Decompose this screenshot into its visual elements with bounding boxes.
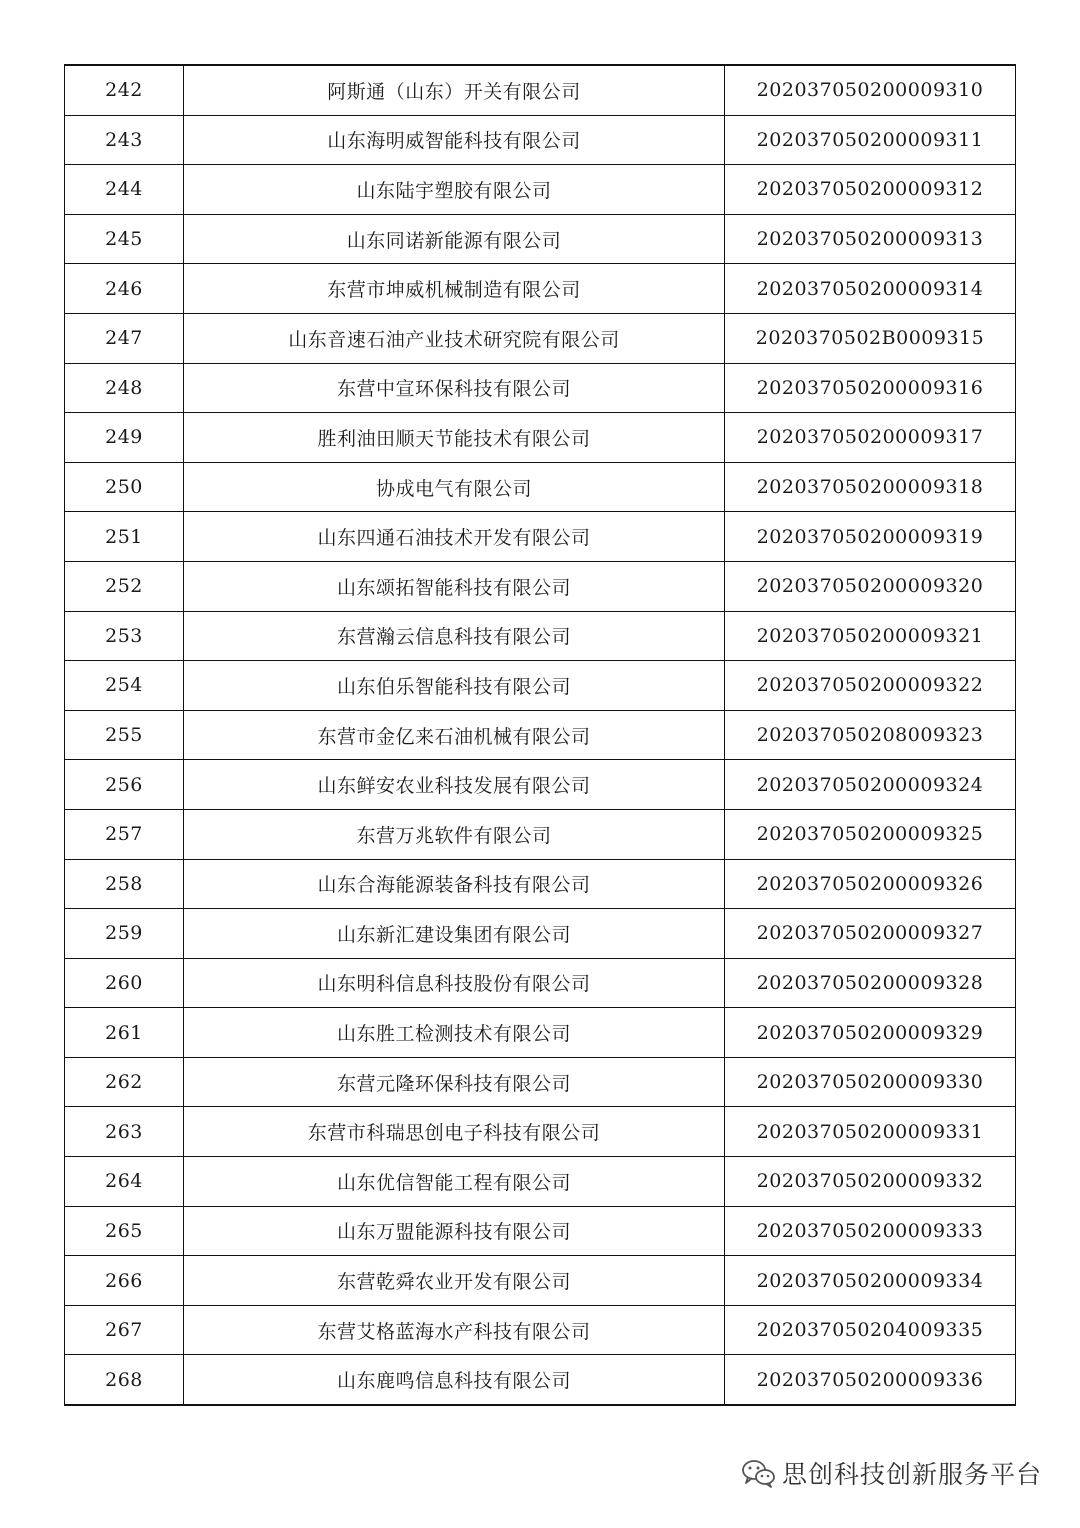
registration-code: 202037050200009320 xyxy=(725,561,1016,611)
company-name: 东营瀚云信息科技有限公司 xyxy=(184,611,725,661)
row-number: 252 xyxy=(65,561,184,611)
registration-code: 202037050200009316 xyxy=(725,363,1016,413)
row-number: 262 xyxy=(65,1057,184,1107)
row-number: 253 xyxy=(65,611,184,661)
company-name: 东营元隆环保科技有限公司 xyxy=(184,1057,725,1107)
registration-code: 202037050200009322 xyxy=(725,661,1016,711)
table-row xyxy=(65,363,1016,413)
row-number: 268 xyxy=(65,1355,184,1405)
registration-code: 202037050200009325 xyxy=(725,809,1016,859)
company-name: 东营中宣环保科技有限公司 xyxy=(184,363,725,413)
row-number: 242 xyxy=(65,65,184,115)
row-number: 267 xyxy=(65,1305,184,1355)
company-name: 山东合海能源装备科技有限公司 xyxy=(184,859,725,909)
table-row xyxy=(65,1057,1016,1107)
company-name: 山东优信智能工程有限公司 xyxy=(184,1157,725,1207)
table-row xyxy=(65,512,1016,562)
row-number: 261 xyxy=(65,1008,184,1058)
enterprise-list-table xyxy=(64,64,1016,1406)
row-number: 263 xyxy=(65,1107,184,1157)
table-row xyxy=(65,65,1016,115)
registration-code: 202037050208009323 xyxy=(725,710,1016,760)
table-row xyxy=(65,710,1016,760)
registration-code: 202037050200009321 xyxy=(725,611,1016,661)
row-number: 250 xyxy=(65,462,184,512)
table-row xyxy=(65,1157,1016,1207)
registration-code: 202037050200009333 xyxy=(725,1206,1016,1256)
company-name: 东营市科瑞思创电子科技有限公司 xyxy=(184,1107,725,1157)
company-name: 山东同诺新能源有限公司 xyxy=(184,214,725,264)
registration-code: 202037050200009324 xyxy=(725,760,1016,810)
company-name: 东营市坤威机械制造有限公司 xyxy=(184,264,725,314)
company-name: 山东音速石油产业技术研究院有限公司 xyxy=(184,313,725,363)
table-row xyxy=(65,809,1016,859)
registration-code: 202037050200009317 xyxy=(725,413,1016,463)
company-name: 山东鲜安农业科技发展有限公司 xyxy=(184,760,725,810)
row-number: 254 xyxy=(65,661,184,711)
registration-code: 202037050200009313 xyxy=(725,214,1016,264)
table-row xyxy=(65,214,1016,264)
row-number: 247 xyxy=(65,313,184,363)
table-row xyxy=(65,462,1016,512)
registration-code: 202037050200009332 xyxy=(725,1157,1016,1207)
registration-code: 202037050200009314 xyxy=(725,264,1016,314)
row-number: 258 xyxy=(65,859,184,909)
company-name: 山东颂拓智能科技有限公司 xyxy=(184,561,725,611)
company-name: 胜利油田顺天节能技术有限公司 xyxy=(184,413,725,463)
company-name: 山东海明威智能科技有限公司 xyxy=(184,115,725,165)
company-name: 山东明科信息科技股份有限公司 xyxy=(184,958,725,1008)
company-name: 东营艾格蓝海水产科技有限公司 xyxy=(184,1305,725,1355)
registration-code: 202037050200009331 xyxy=(725,1107,1016,1157)
footer-watermark xyxy=(740,1455,1042,1491)
row-number: 245 xyxy=(65,214,184,264)
registration-code: 202037050200009326 xyxy=(725,859,1016,909)
row-number: 256 xyxy=(65,760,184,810)
registration-code: 202037050200009328 xyxy=(725,958,1016,1008)
row-number: 251 xyxy=(65,512,184,562)
company-name: 山东陆宇塑胶有限公司 xyxy=(184,165,725,215)
company-name: 山东新汇建设集团有限公司 xyxy=(184,909,725,959)
table-row xyxy=(65,1206,1016,1256)
row-number: 259 xyxy=(65,909,184,959)
table-row xyxy=(65,413,1016,463)
row-number: 265 xyxy=(65,1206,184,1256)
registration-code: 202037050200009336 xyxy=(725,1355,1016,1405)
table-row xyxy=(65,1355,1016,1405)
row-number: 243 xyxy=(65,115,184,165)
row-number: 248 xyxy=(65,363,184,413)
registration-code: 202037050200009334 xyxy=(725,1256,1016,1306)
table-body xyxy=(65,65,1016,1405)
table-row xyxy=(65,1107,1016,1157)
table-row xyxy=(65,661,1016,711)
registration-code: 202037050200009330 xyxy=(725,1057,1016,1107)
registration-code: 202037050204009335 xyxy=(725,1305,1016,1355)
company-name: 阿斯通（山东）开关有限公司 xyxy=(184,65,725,115)
row-number: 264 xyxy=(65,1157,184,1207)
wechat-icon xyxy=(740,1458,776,1488)
registration-code: 2020370502B0009315 xyxy=(725,313,1016,363)
registration-code: 202037050200009319 xyxy=(725,512,1016,562)
company-name: 山东万盟能源科技有限公司 xyxy=(184,1206,725,1256)
table-row xyxy=(65,958,1016,1008)
table-row xyxy=(65,760,1016,810)
table-row xyxy=(65,859,1016,909)
company-name: 山东鹿鸣信息科技有限公司 xyxy=(184,1355,725,1405)
registration-code: 202037050200009327 xyxy=(725,909,1016,959)
table-row xyxy=(65,1008,1016,1058)
table-row xyxy=(65,561,1016,611)
registration-code: 202037050200009329 xyxy=(725,1008,1016,1058)
row-number: 246 xyxy=(65,264,184,314)
company-name: 山东四通石油技术开发有限公司 xyxy=(184,512,725,562)
table-row xyxy=(65,611,1016,661)
row-number: 266 xyxy=(65,1256,184,1306)
row-number: 249 xyxy=(65,413,184,463)
registration-code: 202037050200009312 xyxy=(725,165,1016,215)
registration-code: 20203705020000931​0 xyxy=(725,65,1016,115)
footer-text: 思创科技创新服务平台 xyxy=(781,1460,1042,1489)
company-name: 山东胜工检测技术有限公司 xyxy=(184,1008,725,1058)
row-number: 257 xyxy=(65,809,184,859)
table-row xyxy=(65,1305,1016,1355)
row-number: 244 xyxy=(65,165,184,215)
table-row xyxy=(65,313,1016,363)
registration-code: 202037050200009311 xyxy=(725,115,1016,165)
table-row xyxy=(65,1256,1016,1306)
row-number: 260 xyxy=(65,958,184,1008)
registration-code: 202037050200009318 xyxy=(725,462,1016,512)
table-row xyxy=(65,264,1016,314)
row-number: 255 xyxy=(65,710,184,760)
company-name: 东营市金亿来石油机械有限公司 xyxy=(184,710,725,760)
company-name: 山东伯乐智能科技有限公司 xyxy=(184,661,725,711)
company-name: 东营万兆软件有限公司 xyxy=(184,809,725,859)
company-name: 东营乾舜农业开发有限公司 xyxy=(184,1256,725,1306)
table-row xyxy=(65,909,1016,959)
table-row xyxy=(65,115,1016,165)
table-row xyxy=(65,165,1016,215)
company-name: 协成电气有限公司 xyxy=(184,462,725,512)
